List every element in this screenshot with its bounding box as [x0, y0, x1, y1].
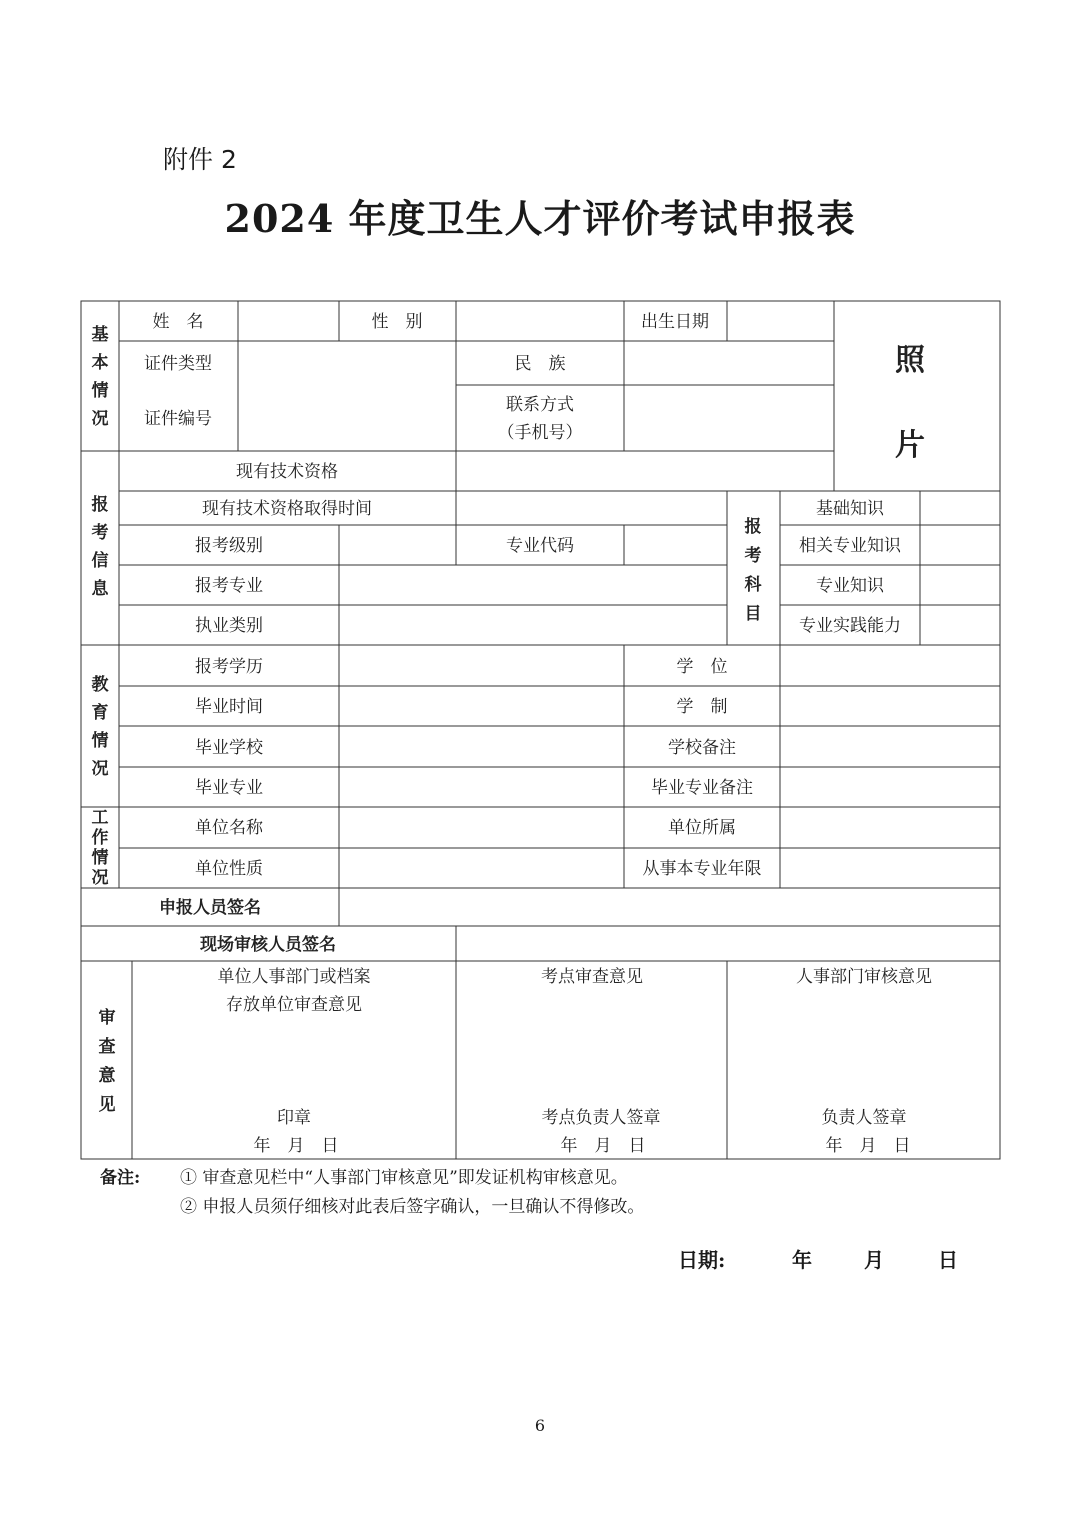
- education-right-label: 学 制: [676, 697, 728, 717]
- ethnicity-label: 民 族: [514, 354, 566, 374]
- section-education-char: 教: [91, 675, 109, 695]
- section-subjects-char: 目: [744, 604, 762, 624]
- review-col1-seal: 印章: [277, 1108, 311, 1128]
- review-section: [218, 967, 933, 1156]
- document-title: 2024 年度卫生人才评价考试申报表: [224, 196, 856, 241]
- date-year: 年: [792, 1248, 812, 1272]
- review-col2-date: 年 月 日: [560, 1136, 646, 1156]
- education-right-label: 学 位: [676, 657, 728, 677]
- page-number: 6: [534, 1416, 546, 1435]
- section-basic-char: 本: [91, 353, 109, 373]
- section-basic-char: 情: [91, 381, 109, 401]
- notes-label: 备注:: [100, 1168, 141, 1188]
- apply-major-label: 报考专业: [195, 576, 263, 596]
- review-col3-title: 人事部门审核意见: [796, 967, 932, 987]
- section-work-char: 情: [91, 848, 109, 868]
- review-col2-seal: 考点负责人签章: [541, 1108, 661, 1128]
- section-subjects-char: 报: [744, 517, 762, 537]
- date-label: 日期:: [678, 1248, 726, 1272]
- note-item: ② 申报人员须仔细核对此表后签字确认，一旦确认不得修改。: [180, 1197, 645, 1217]
- current-qualification-label: 现有技术资格: [236, 462, 338, 482]
- onsite-reviewer-signature-label: 现场审核人员签名: [200, 935, 336, 955]
- section-education-char: 况: [91, 759, 109, 779]
- section-review-char: 见: [98, 1095, 116, 1115]
- section-apply-char: 报: [91, 495, 109, 515]
- education-left-label: 报考学历: [195, 657, 263, 677]
- review-col1-title: 单位人事部门或档案: [217, 967, 371, 987]
- review-col2-title: 考点审查意见: [541, 967, 643, 987]
- id-number-label: 证件编号: [144, 409, 212, 429]
- section-work-char: 工: [91, 808, 109, 828]
- birth-date-label: 出生日期: [641, 312, 709, 332]
- section-apply-char: 信: [91, 551, 109, 571]
- review-col3-date: 年 月 日: [825, 1136, 911, 1156]
- education-left-label: 毕业学校: [195, 738, 263, 758]
- section-work-char: 况: [91, 868, 109, 888]
- section-work-char: 作: [91, 828, 109, 848]
- apply-level-label: 报考级别: [195, 536, 263, 556]
- work-left-label: 单位性质: [195, 859, 263, 879]
- contact-label: 联系方式: [506, 395, 574, 415]
- work-right-label: 从事本专业年限: [642, 859, 762, 879]
- education-right-label: 毕业专业备注: [651, 778, 753, 798]
- practice-type-label: 执业类别: [195, 616, 263, 636]
- section-basic-char: 况: [91, 409, 109, 429]
- section-review-char: 意: [98, 1066, 116, 1086]
- contact-sub-label: （手机号）: [497, 423, 583, 443]
- qualification-time-label: 现有技术资格取得时间: [202, 499, 372, 519]
- name-label: 姓 名: [152, 312, 204, 332]
- section-review-char: 审: [98, 1008, 116, 1028]
- review-col1-title: 存放单位审查意见: [226, 995, 362, 1015]
- date-month: 月: [864, 1248, 884, 1272]
- section-labels: [92, 325, 763, 1115]
- section-apply-char: 考: [91, 523, 109, 543]
- section-apply-char: 息: [91, 579, 109, 599]
- section-subjects-char: 考: [744, 546, 762, 566]
- subject-label: 基础知识: [816, 499, 884, 519]
- major-code-label: 专业代码: [506, 536, 574, 556]
- note-item: ① 审查意见栏中“人事部门审核意见”即发证机构审核意见。: [180, 1168, 628, 1188]
- subject-label: 专业实践能力: [799, 616, 901, 636]
- education-right-label: 学校备注: [668, 738, 736, 758]
- education-labels: [195, 657, 753, 798]
- education-left-label: 毕业专业: [195, 778, 263, 798]
- section-education-char: 育: [91, 703, 109, 723]
- subject-label: 专业知识: [816, 576, 884, 596]
- apply-info-labels: [195, 462, 902, 636]
- date-day: 日: [938, 1248, 958, 1272]
- work-right-label: 单位所属: [668, 818, 736, 838]
- work-left-label: 单位名称: [195, 818, 263, 838]
- photo-box: [895, 343, 926, 463]
- photo-label-char: 照: [895, 343, 925, 378]
- section-subjects-char: 科: [744, 575, 762, 595]
- review-col1-date: 年 月 日: [253, 1136, 339, 1156]
- applicant-signature-label: 申报人员签名: [159, 898, 261, 918]
- id-type-label: 证件类型: [144, 354, 212, 374]
- attachment-label: 附件 2: [163, 145, 237, 174]
- section-review-char: 查: [98, 1037, 116, 1057]
- subject-label: 相关专业知识: [799, 536, 901, 556]
- review-col3-seal: 负责人签章: [821, 1108, 907, 1128]
- section-education-char: 情: [91, 731, 109, 751]
- education-left-label: 毕业时间: [195, 697, 263, 717]
- gender-label: 性 别: [371, 312, 423, 332]
- photo-label-char: 片: [895, 428, 925, 463]
- section-basic-char: 基: [91, 325, 109, 345]
